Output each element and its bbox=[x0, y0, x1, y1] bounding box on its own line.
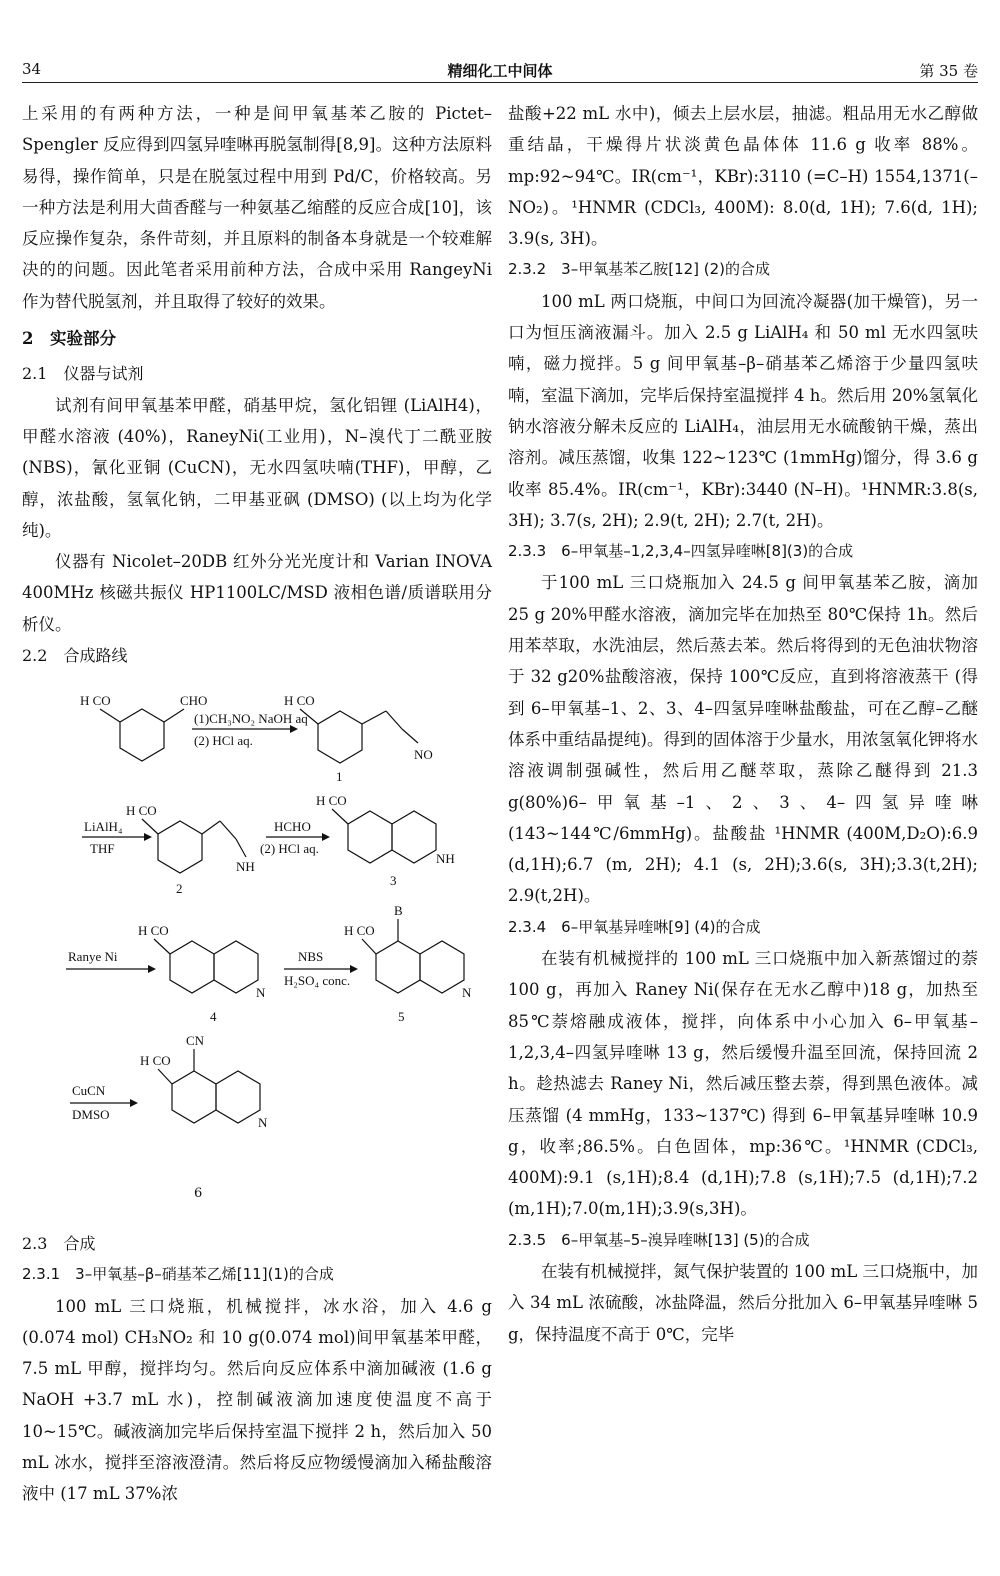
section-2-heading: 2 实验部分 bbox=[22, 329, 116, 349]
reagent-1a: (1)CH₃NO₂ NaOH aq bbox=[194, 711, 308, 727]
section-2-3-1-heading: 2.3.1 3–甲氧基–β–硝基苯乙烯[11](1)的合成 bbox=[22, 1265, 334, 1284]
reagent-1b: (2) HCl aq. bbox=[194, 733, 253, 749]
section-2-3-4-heading: 2.3.4 6–甲氧基异喹啉[9] (4)的合成 bbox=[508, 917, 761, 936]
compound-number-2: 2 bbox=[176, 881, 183, 897]
reagent-4: Ranye Ni bbox=[68, 949, 118, 965]
reagent-2b: THF bbox=[90, 841, 115, 857]
reagent-6a: CuCN bbox=[72, 1083, 106, 1099]
svg-text:H CO: H CO bbox=[284, 693, 315, 709]
section-2-2-heading: 2.2 合成路线 bbox=[22, 646, 128, 666]
svg-text:NH: NH bbox=[436, 851, 455, 867]
synthesis-scheme bbox=[22, 671, 492, 1131]
scheme-svg bbox=[22, 671, 492, 1131]
instruments-paragraph: 仪器有 Nicolet–20DB 红外分光光度计和 Varian INOVA 400MHz 核磁共振仪 HP1100LC/MSD 液相色谱/质谱联用分析仪。 bbox=[22, 552, 492, 634]
cyano-label: CN bbox=[186, 1033, 205, 1049]
svg-text:H CO: H CO bbox=[344, 923, 375, 939]
section-2-3-2-heading: 2.3.2 3–甲氧基苯乙胺[12] (2)的合成 bbox=[508, 260, 771, 279]
section-2-3-heading: 2.3 合成 bbox=[22, 1234, 96, 1253]
journal-title: 精细化工中间体 bbox=[447, 62, 553, 80]
nitrogen-label: N bbox=[256, 985, 266, 1001]
compound-start bbox=[80, 693, 207, 761]
compound-number-1: 1 bbox=[336, 769, 343, 785]
compound-5 bbox=[344, 903, 472, 1024]
paragraph-2-3-1-continued: 盐酸+22 mL 水中)，倾去上层水层，抽滤。粗品用无水乙醇做重结晶，干燥得片状淡黄色晶体体 11.6 g 收率 88%。mp:92~94℃。IR(cm⁻¹，KBr):3110 (=C–H) 1554,1371(–NO₂)。¹HNMR (CDCl₃, 400M): 8.0(d, 1H); 7.6(d, 1H); 3.9(s, 3H)。 bbox=[508, 104, 978, 249]
page-header bbox=[22, 58, 978, 83]
svg-text:N: N bbox=[462, 985, 472, 1001]
compound-number-4: 4 bbox=[210, 1009, 217, 1025]
compound-1 bbox=[284, 693, 433, 784]
reagent-6b: DMSO bbox=[72, 1107, 110, 1123]
reagent-3b: (2) HCl aq. bbox=[260, 841, 319, 857]
section-2-3-3-heading: 2.3.3 6–甲氧基–1,2,3,4–四氢异喹啉[8](3)的合成 bbox=[508, 542, 854, 561]
paragraph-2-3-3: 于100 mL 三口烧瓶加入 24.5 g 间甲氧基苯乙胺，滴加 25 g 20%甲醛水溶液，滴加完毕在加热至 80℃保持 1h。然后用苯萃取，水洗油层，然后蒸去苯。然后将得到的无色油状物溶于 32 g20%盐酸溶液，保持 100℃反应，直到将溶液蒸干 (得到 6–甲氧基–1、2、3、4–四氢异喹啉盐酸盐，可在乙醇–乙醚体系中重结晶提纯)。得到的固体溶于少量水，用浓氢氧化钾将水溶液调制强碱性，然后用乙醚萃取，蒸除乙醚得到 21.3 g(80%)6–甲氧基–1、2、3、4–四氢异喹啉 (143~144℃/6mmHg)。盐酸盐 ¹HNMR (400M,D₂O):6.9 (d,1H);6.7 (m, 2H); 4.1 (s, 2H);3.6(s, 3H);3.3(t,2H); 2.9(t,2H)。 bbox=[508, 573, 978, 906]
paragraph-2-3-5: 在装有机械搅拌，氮气保护装置的 100 mL 三口烧瓶中，加入 34 mL 浓硫酸，冰盐降温，然后分批加入 6–甲氧基异喹啉 5 g，保持温度不高于 0℃，完毕 bbox=[508, 1261, 978, 1344]
paragraph-2-3-2: 100 mL 两口烧瓶，中间口为回流冷凝器(加干燥管)，另一口为恒压滴液漏斗。加入 2.5 g LiAlH₄ 和 50 ml 无水四氢呋喃，磁力搅拌。5 g 间甲氧基–β–硝基苯乙烯溶于少量四氢呋喃，室温下滴加，完毕后保持室温搅拌 4 h。然后用 20%氢氧化钠水溶液分解未反应的 LiAlH₄，油层用无水硫酸钠干燥，蒸出溶剂。减压蒸馏，收集 122~123℃ (1mmHg)馏分，得 3.6 g 收率 85.4%。IR(cm⁻¹，KBr):3440 (N–H)。¹HNMR:3.8(s, 3H); 3.7(s, 2H); 2.9(t, 2H); 2.7(t, 2H)。 bbox=[508, 291, 978, 530]
reagent-2a: LiAlH₄ bbox=[84, 819, 123, 835]
reagents-paragraph: 试剂有间甲氧基苯甲醛，硝基甲烷，氢化铝锂 (LiAlH4)，甲醛水溶液 (40%)，RaneyNi(工业用)，N–溴代丁二酰亚胺 (NBS)，氰化亚铜 (CuCN)，无水四氢呋喃(THF)，甲醇，乙醇，浓盐酸，氢氧化钠，二甲基亚砜 (DMSO) (以上均为化学纯)。 bbox=[22, 395, 492, 540]
paragraph-2-3-1: 100 mL 三口烧瓶，机械搅拌，冰水浴，加入 4.6 g (0.074 mol) CH₃NO₂ 和 10 g(0.074 mol)间甲氧基苯甲醛，7.5 mL 甲醇，搅拌均匀。然后向反应体系中滴加碱液 (1.6 g NaOH +3.7 mL 水)，控制碱液滴加速度使温度不高于 10~15℃。碱液滴加完毕后保持室温下搅拌 2 h，然后加入 50 mL 冰水，搅拌至溶液澄清。然后将反应物缓慢滴加入稀盐酸溶液中 (17 mL 37%浓 bbox=[22, 1296, 492, 1504]
nitro-label: NO bbox=[414, 747, 433, 763]
svg-text:H CO: H CO bbox=[316, 793, 347, 809]
methoxy-label: H CO bbox=[80, 693, 111, 709]
svg-text:H CO: H CO bbox=[140, 1053, 171, 1069]
reagent-5b: H₂SO₄ conc. bbox=[284, 973, 351, 989]
compound-2 bbox=[126, 803, 255, 896]
svg-text:N: N bbox=[258, 1115, 268, 1131]
aldehyde-label: CHO bbox=[180, 693, 208, 709]
compound-4 bbox=[138, 923, 266, 1024]
bromo-label: B bbox=[394, 903, 403, 919]
intro-paragraph: 上采用的有两种方法，一种是间甲氧基苯乙胺的 Pictet–Spengler 反应得到四氢异喹啉再脱氢制得[8,9]。这种方法原料易得，操作简单，只是在脱氢过程中用到 Pd/C，价格较高。另一种方法是利用大茴香醛与一种氨基乙缩醛的反应合成[10]，该反应操作复杂，条件苛刻，并且原料的制备本身就是一个较难解决的的问题。因此笔者采用前种方法，合成中采用 RangeyNi 作为替代脱氢剂，并且取得了较好的效果。 bbox=[22, 104, 492, 311]
paragraph-2-3-4: 在装有机械搅拌的 100 mL 三口烧瓶中加入新蒸馏过的萘 100 g，再加入 Raney Ni(保存在无水乙醇中)18 g，加热至 85℃萘熔融成液体，搅拌，向体系中小心加入 6–甲氧基–1,2,3,4–四氢异喹啉 13 g，然后缓慢升温至回流，保持回流 2 h。趁热滤去 Raney Ni，然后减压整去萘，得到黑色液体。减压蒸馏 (4 mmHg，133~137℃) 得到 6–甲氧基异喹啉 10.9 g，收率;86.5%。白色固体，mp:36℃。¹HNMR (CDCl₃, 400M):9.1 (s,1H);8.4 (d,1H);7.8 (s,1H);7.5 (d,1H);7.2 (m,1H);7.0(m,1H);3.9(s,3H)。 bbox=[508, 949, 978, 1219]
compound-3 bbox=[316, 793, 455, 888]
compound-number-3: 3 bbox=[390, 873, 397, 889]
page-number: 34 bbox=[22, 60, 42, 78]
svg-text:H CO: H CO bbox=[126, 803, 157, 819]
volume-label: 第 35 卷 bbox=[919, 62, 978, 80]
compound-number-6: 6 bbox=[194, 1186, 203, 1201]
reagent-5a: NBS bbox=[298, 949, 324, 965]
section-2-3-5-heading: 2.3.5 6–甲氧基–5–溴异喹啉[13] (5)的合成 bbox=[508, 1230, 810, 1249]
section-2-1-heading: 2.1 仪器与试剂 bbox=[22, 364, 144, 384]
compound-6 bbox=[140, 1033, 268, 1130]
amine-label: NH bbox=[236, 859, 255, 875]
right-column bbox=[508, 98, 978, 1350]
left-column bbox=[22, 98, 492, 1504]
reagent-3a: HCHO bbox=[274, 819, 311, 835]
svg-text:H CO: H CO bbox=[138, 923, 169, 939]
compound-number-5: 5 bbox=[398, 1009, 405, 1025]
